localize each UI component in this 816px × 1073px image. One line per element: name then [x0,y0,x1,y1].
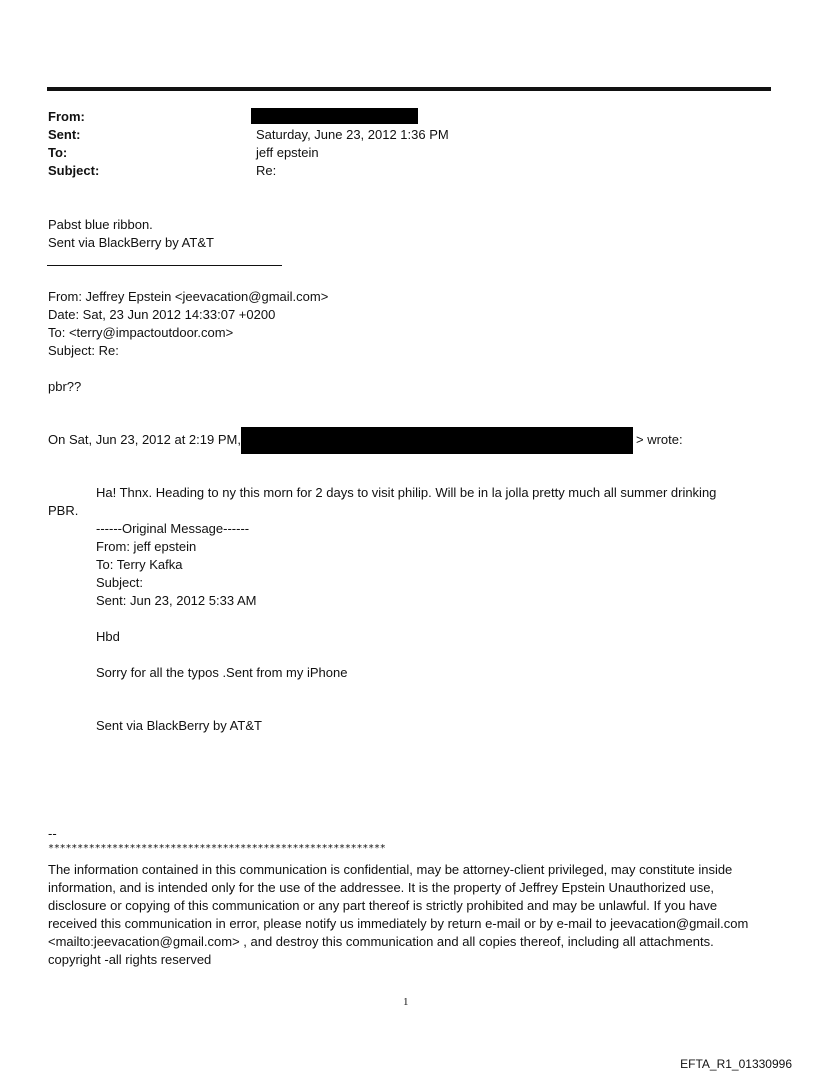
redaction-from [251,108,418,124]
header-rule [47,87,771,91]
typos-signature: Sorry for all the typos .Sent from my iPhone [96,665,348,680]
subject-label: Subject: [48,163,100,178]
sent-label: Sent: [48,127,81,142]
body-line-1: Pabst blue ribbon. [48,217,153,232]
document-id: EFTA_R1_01330996 [680,1057,792,1071]
quoted-message: pbr?? [48,379,82,394]
quoted-date: Date: Sat, 23 Jun 2012 14:33:07 +0200 [48,307,276,322]
disclaimer-text: The information contained in this communication is confidential, may be attorney-client privileged, may constitute inside information, and is intended only for the use of the addressee. It is the property of Jeffrey Epstein Unauthorized use, disclosure or copying of this communication or any part thereof is strictly prohibited and may be unlawful. If you have received this communication in error, please notify us immediately by return e-mail or by e-mail to jeevacation@gmail.com <mailto:jeevacation@gmail.com> , and destroy this communication and all copies thereof, including all attachments. copyright -all rights reserved [48,862,749,967]
sent-value: Saturday, June 23, 2012 1:36 PM [256,127,449,142]
original-body: Hbd [96,629,120,644]
quoted-to: To: <terry@impactoutdoor.com> [48,325,234,340]
original-sent: Sent: Jun 23, 2012 5:33 AM [96,593,257,608]
reply-line-1: Ha! Thnx. Heading to ny this morn for 2 days to visit philip. Will be in la jolla pretty much all summer drinking [96,485,717,500]
from-label: From: [48,109,85,124]
to-value: jeff epstein [256,145,319,160]
quoted-from: From: Jeffrey Epstein <jeevacation@gmail.com> [48,289,329,304]
original-to: To: Terry Kafka [96,557,183,572]
page-number: 1 [403,996,409,1008]
redaction-sender [241,427,633,454]
blackberry-signature: Sent via BlackBerry by AT&T [96,718,262,733]
subject-value: Re: [256,163,277,178]
separator-line [47,265,282,266]
quoted-subject: Subject: Re: [48,343,119,358]
reply-line-2: PBR. [48,503,79,518]
original-message-marker: ------Original Message------ [96,521,250,536]
original-from: From: jeff epstein [96,539,197,554]
wrote-suffix: > wrote: [636,432,683,447]
stars-divider: ********************************************************** [48,843,386,854]
original-subject: Subject: [96,575,143,590]
to-label: To: [48,145,68,160]
wrote-prefix: On Sat, Jun 23, 2012 at 2:19 PM, [48,432,241,447]
signature-dashes: -- [48,826,57,841]
body-line-2: Sent via BlackBerry by AT&T [48,235,214,250]
